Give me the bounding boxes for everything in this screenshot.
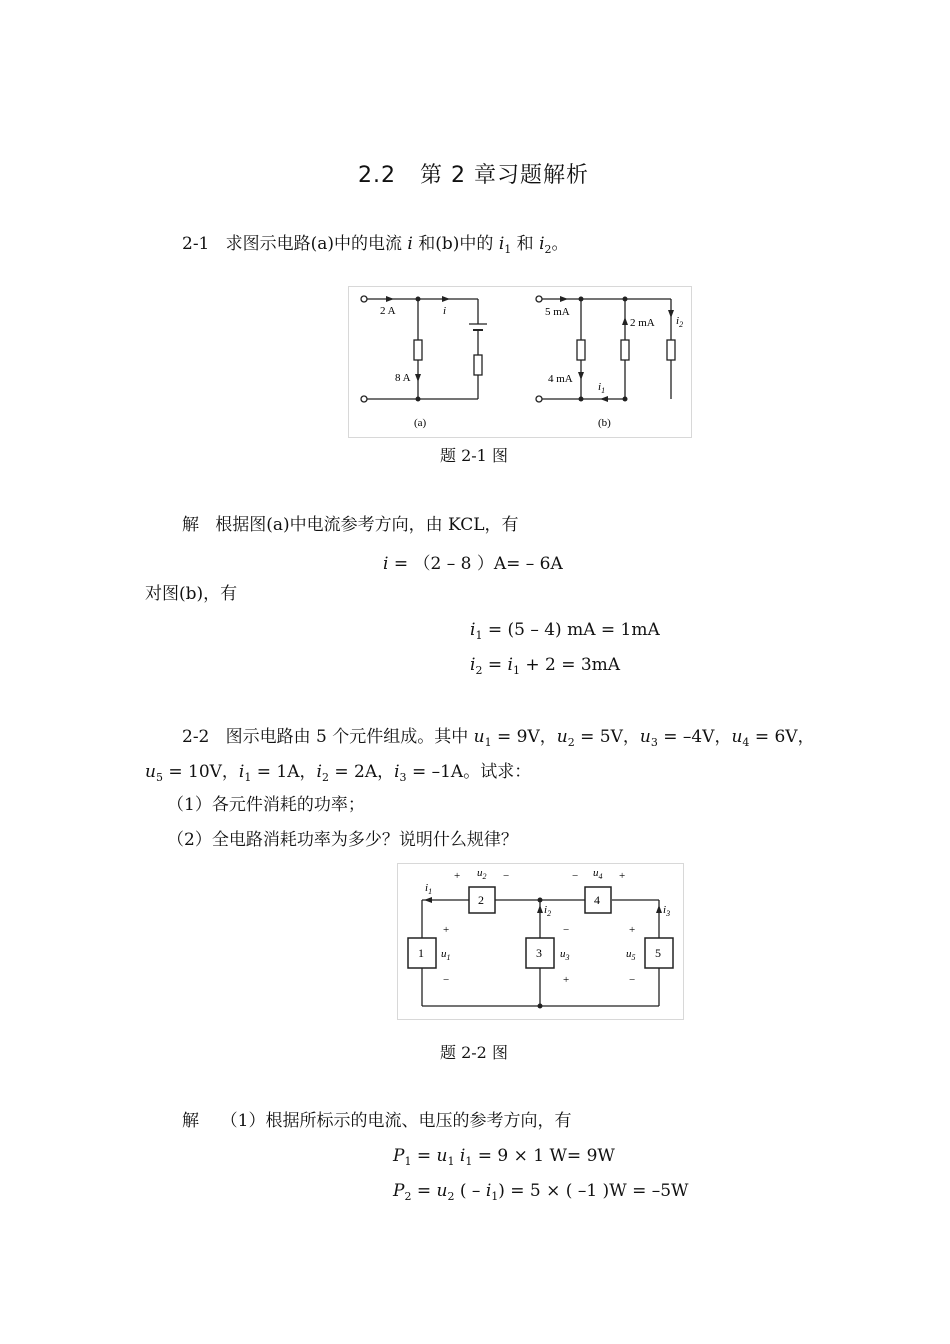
question-2: （2）全电路消耗功率为多少？说明什么规律？ xyxy=(167,830,518,850)
element-4: 4 xyxy=(594,893,600,907)
solution-label: 解 xyxy=(182,515,199,535)
u5-label: $u_5$ xyxy=(626,948,636,962)
figure-2-1 xyxy=(348,286,692,438)
solution-text: （1）根据所标示的电流、电压的参考方向，有 xyxy=(220,1111,572,1131)
label-2ma: 2 mA xyxy=(630,317,655,329)
problem-text: 求图示电路(a)中的电流 xyxy=(225,234,403,254)
problem-text: 。 xyxy=(551,234,569,254)
solution-b-intro: 对图(b)，有 xyxy=(145,584,238,604)
label-a: (a) xyxy=(414,417,427,429)
problem-label: 2-1 xyxy=(182,234,210,254)
label-2a: 2 A xyxy=(380,305,396,317)
equation-i2: $i_2 = i_1 + 2 = 3mA$ xyxy=(470,655,621,677)
u2-label: $u_2$ xyxy=(477,867,487,881)
label-i2: $i_2$ xyxy=(676,315,684,329)
equation-i: i = （2 – 8 ）A= – 6A xyxy=(383,554,563,574)
element-1: 1 xyxy=(418,946,424,960)
problem-2-2-line2: $u_5 = 10V$，$i_1 = 1A$，$i_2 = 2A$，$i_3 = -1A$。试求： xyxy=(145,762,532,784)
u2-minus: − xyxy=(503,870,510,882)
figure-caption-2-1: 题 2-1 图 xyxy=(440,446,508,465)
i2-label: $i_2$ xyxy=(544,904,552,918)
var-i1: i xyxy=(498,234,505,254)
label-5ma: 5 mA xyxy=(545,306,570,318)
u1-minus: − xyxy=(443,974,450,986)
var-i: i xyxy=(407,234,413,254)
solution-2-2-intro xyxy=(182,1110,571,1132)
element-3: 3 xyxy=(536,946,542,960)
i1-label: $i_1$ xyxy=(425,882,433,896)
figure-2-2 xyxy=(397,863,684,1020)
u4-minus: − xyxy=(572,870,579,882)
u5-plus: + xyxy=(629,924,636,936)
problem-2-2-line1: 2-2 图示电路由 5 个元件组成。其中 $u_1 = 9V$，$u_2 = 5V$，$u_3 = -4V$，$u_4 = 6V$， xyxy=(182,727,815,749)
element-5: 5 xyxy=(655,946,661,960)
u2-plus: + xyxy=(454,870,461,882)
u3-minus: − xyxy=(563,924,570,936)
i3-label: $i_3$ xyxy=(663,904,671,918)
subscript: 2 xyxy=(544,243,552,256)
section-title: 第 2 章习题解析 xyxy=(419,163,589,188)
figure-caption-2-2: 题 2-2 图 xyxy=(440,1043,508,1062)
solution-label: 解 xyxy=(182,1111,199,1131)
solution-text: 根据图(a)中电流参考方向，由 KCL，有 xyxy=(215,515,519,535)
u4-plus: + xyxy=(619,870,626,882)
section-heading xyxy=(358,158,589,189)
solution-2-1-intro xyxy=(182,514,519,536)
circuit-diagram-2-1 xyxy=(348,286,692,438)
label-b: (b) xyxy=(598,417,611,429)
label-8a: 8 A xyxy=(395,372,411,384)
problem-label: 2-2 xyxy=(182,727,210,747)
element-2: 2 xyxy=(478,893,484,907)
u3-plus: + xyxy=(563,974,570,986)
equation-p1: $P_1 = u_1$ $i_1 = 9 \times 1$ W= 9W xyxy=(393,1146,615,1168)
u5-minus: − xyxy=(629,974,636,986)
question-1: （1）各元件消耗的功率； xyxy=(167,795,365,815)
section-number: 2.2 xyxy=(358,163,396,188)
u1-plus: + xyxy=(443,924,450,936)
var-i2: i xyxy=(539,234,545,254)
label-i: i xyxy=(443,305,447,317)
problem-text: 和 xyxy=(516,234,534,254)
u1-label: $u_1$ xyxy=(441,948,451,962)
label-4ma: 4 mA xyxy=(548,373,573,385)
circuit-diagram-2-2 xyxy=(397,863,684,1020)
equation-p2: $P_2 = u_2$ ( – $i_1) = 5$ × ( –1 )W = –5W xyxy=(393,1181,689,1203)
subscript: 1 xyxy=(504,243,512,256)
problem-text: 和(b)中的 xyxy=(418,234,494,254)
label-i1: $i_1$ xyxy=(598,381,606,395)
u4-label: $u_4$ xyxy=(593,867,603,881)
u3-label: $u_3$ xyxy=(560,948,570,962)
problem-2-1-statement xyxy=(182,233,569,255)
equation-i1: $i_1 = (5 - 4)$ mA = 1mA xyxy=(470,620,660,642)
